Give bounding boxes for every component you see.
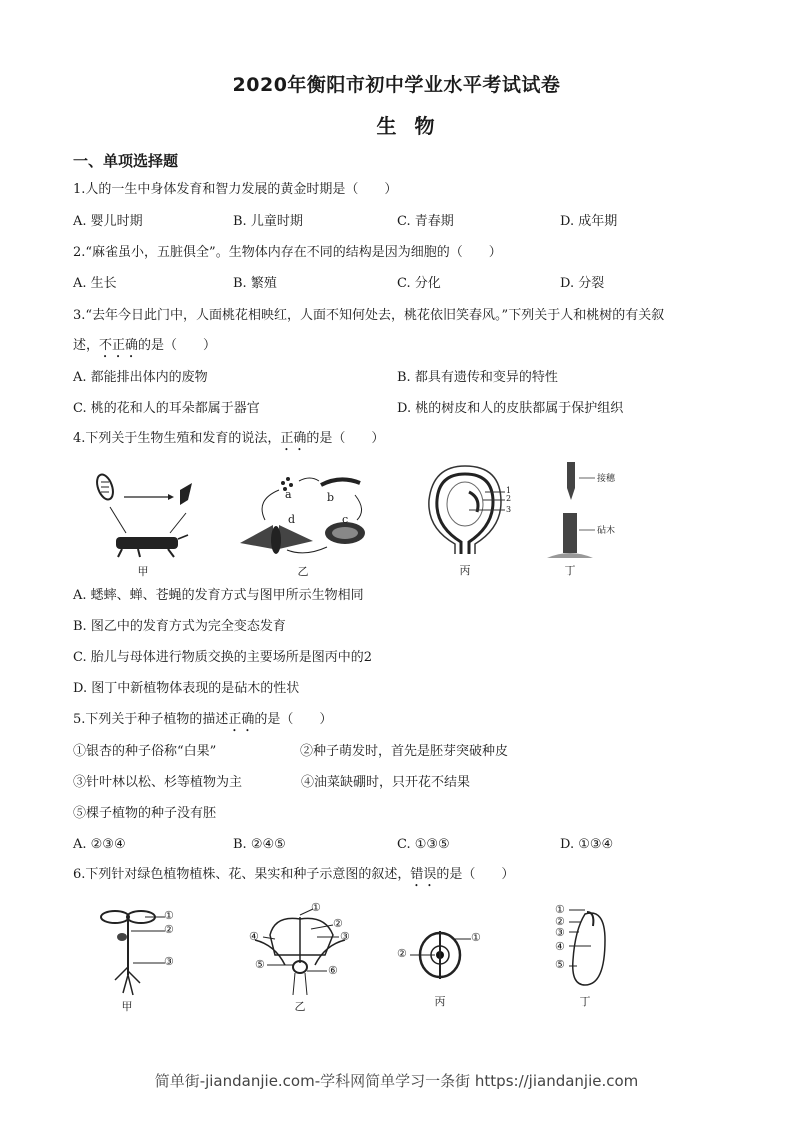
question-5-stem [73, 711, 332, 735]
figure-mark-3: ③ [340, 930, 350, 943]
figure-mark-3: ③ [164, 955, 174, 968]
question-1-option-b: B. 儿童时期 [233, 214, 303, 229]
question-2-stem: 2.“麻雀虽小，五脏俱全”。生物体内存在不同的结构是因为细胞的（ ） [73, 245, 502, 260]
figure-mark-4: ④ [555, 940, 565, 953]
figure-label-jia: 甲 [121, 1000, 133, 1013]
figure-mark-6: ⑥ [328, 964, 338, 977]
footer-watermark: 简单街-jiandanjie.com-学科网简单学习一条街 https://jiandanjie.com [154, 1072, 639, 1090]
question-6-stem [73, 866, 514, 890]
figure-label-yi: 乙 [294, 1000, 306, 1013]
question-3-option-c: C. 桃的花和人的耳朵都属于器官 [73, 401, 260, 416]
figure-mark-a: a [285, 488, 292, 501]
question-5-statement-5: ⑤棵子植物的种子没有胚 [73, 806, 217, 821]
figure-mark-1: 1 [506, 486, 512, 495]
question-2-option-c: C. 分化 [397, 276, 441, 291]
question-1-option-c: C. 青春期 [397, 214, 454, 229]
figure-label-jia: 甲 [137, 565, 149, 578]
figure-mark-1: ① [555, 903, 565, 916]
question-4-option-d: D. 图丁中新植物体表现的是砧木的性状 [73, 681, 300, 696]
question-5-option-c: C. ①③⑤ [397, 837, 450, 852]
question-3-stem-line1: 3.“去年今日此门中，人面桃花相映红，人面不知何处去，桃花依旧笑春风。”下列关于人和桃树的有关叙 [73, 308, 665, 323]
figure-label-ding: 丁 [579, 995, 591, 1008]
figure-mark-1: ① [311, 901, 321, 914]
question-3-option-b: B. 都具有遗传和变异的特性 [397, 370, 558, 385]
figure-label-bing: 丙 [459, 564, 471, 577]
question-3-stem-line2 [73, 337, 216, 361]
subject-title: 生物 [376, 114, 453, 138]
figure-flower [245, 901, 360, 1013]
figure-mark-3: ③ [555, 926, 565, 939]
figure-scion-label: 接穗 [597, 474, 616, 484]
figure-mark-1: ① [471, 931, 481, 944]
question-3-stem-post: 的是（ ） [138, 338, 217, 353]
figure-mark-1: ① [164, 909, 174, 922]
figure-mark-b: b [327, 491, 335, 504]
figure-moth-lifecycle [235, 465, 365, 578]
question-3-option-d: D. 桃的树皮和人的皮肤都属于保护组织 [397, 401, 624, 416]
question-4-stem-pre: 4.下列关于生物生殖和发育的说法， [73, 431, 281, 446]
figure-mark-2: ② [333, 917, 343, 930]
figure-plant [95, 905, 185, 1013]
figure-grasshopper-lifecycle [88, 465, 198, 578]
question-1-stem: 1.人的一生中身体发育和智力发展的黄金时期是（ ） [73, 182, 398, 197]
figure-mark-d: d [288, 513, 296, 526]
question-2-option-a: A. 生长 [73, 276, 117, 291]
question-6-emphasis: 错误 [410, 867, 437, 882]
question-4-option-b: B. 图乙中的发育方式为完全变态发育 [73, 619, 286, 634]
question-4-option-a: A. 蟋蟀、蝉、苍蝇的发育方式与图甲所示生物相同 [73, 588, 364, 603]
question-4-stem-post: 的是（ ） [306, 431, 385, 446]
figure-mark-4: ④ [249, 930, 259, 943]
question-3-emphasis: 不正确 [99, 338, 139, 353]
figure-mark-2: ② [397, 947, 407, 960]
figure-uterus [425, 462, 520, 577]
exam-title: 2020年衡阳市初中学业水平考试试卷 [232, 74, 561, 96]
question-5-stem-pre: 5.下列关于种子植物的描述 [73, 712, 229, 727]
question-5-option-a: A. ②③④ [73, 837, 126, 852]
figure-fruit-section [397, 925, 495, 1008]
figure-mark-2: ② [555, 915, 565, 928]
question-6-stem-post: 的是（ ） [436, 867, 515, 882]
question-3-option-a: A. 都能排出体内的废物 [73, 370, 208, 385]
question-6-stem-pre: 6.下列针对绿色植物植株、花、果实和种子示意图的叙述， [73, 867, 411, 882]
section-heading: 一、单项选择题 [73, 152, 179, 170]
question-5-statement-4: ④油菜缺硼时，只开花不结果 [301, 775, 471, 790]
figure-label-yi: 乙 [297, 565, 309, 578]
question-2-option-b: B. 繁殖 [233, 276, 277, 291]
figure-mark-c: c [342, 513, 349, 526]
figure-grafting [545, 458, 635, 577]
figure-mark-3: 3 [506, 505, 512, 514]
question-5-statement-2: ②种子萌发时，首先是胚芽突破种皮 [300, 744, 509, 759]
question-1-option-d: D. 成年期 [560, 214, 618, 229]
question-3-stem-pre: 述， [73, 338, 100, 353]
figure-label-bing: 丙 [434, 995, 446, 1008]
question-5-statement-1: ①银杏的种子俗称“白果” [73, 744, 217, 759]
question-5-option-d: D. ①③④ [560, 837, 614, 852]
question-4-stem [73, 430, 384, 454]
figure-seed [555, 900, 615, 1008]
question-4-emphasis: 正确 [280, 431, 307, 446]
question-5-option-b: B. ②④⑤ [233, 837, 286, 852]
question-5-stem-post: 的是（ ） [254, 712, 333, 727]
question-4-option-c: C. 胎儿与母体进行物质交换的主要场所是图丙中的2 [73, 650, 373, 665]
figure-mark-5: ⑤ [255, 958, 265, 971]
figure-mark-2: ② [164, 923, 174, 936]
question-5-emphasis: 正确 [228, 712, 255, 727]
question-2-option-d: D. 分裂 [560, 276, 605, 291]
figure-label-ding: 丁 [564, 564, 576, 577]
question-5-statement-3: ③针叶林以松、杉等植物为主 [73, 775, 243, 790]
figure-mark-5: ⑤ [555, 958, 565, 971]
figure-stock-label: 砧木 [597, 526, 616, 536]
figure-mark-2: 2 [506, 494, 512, 503]
question-1-option-a: A. 婴儿时期 [73, 214, 143, 229]
